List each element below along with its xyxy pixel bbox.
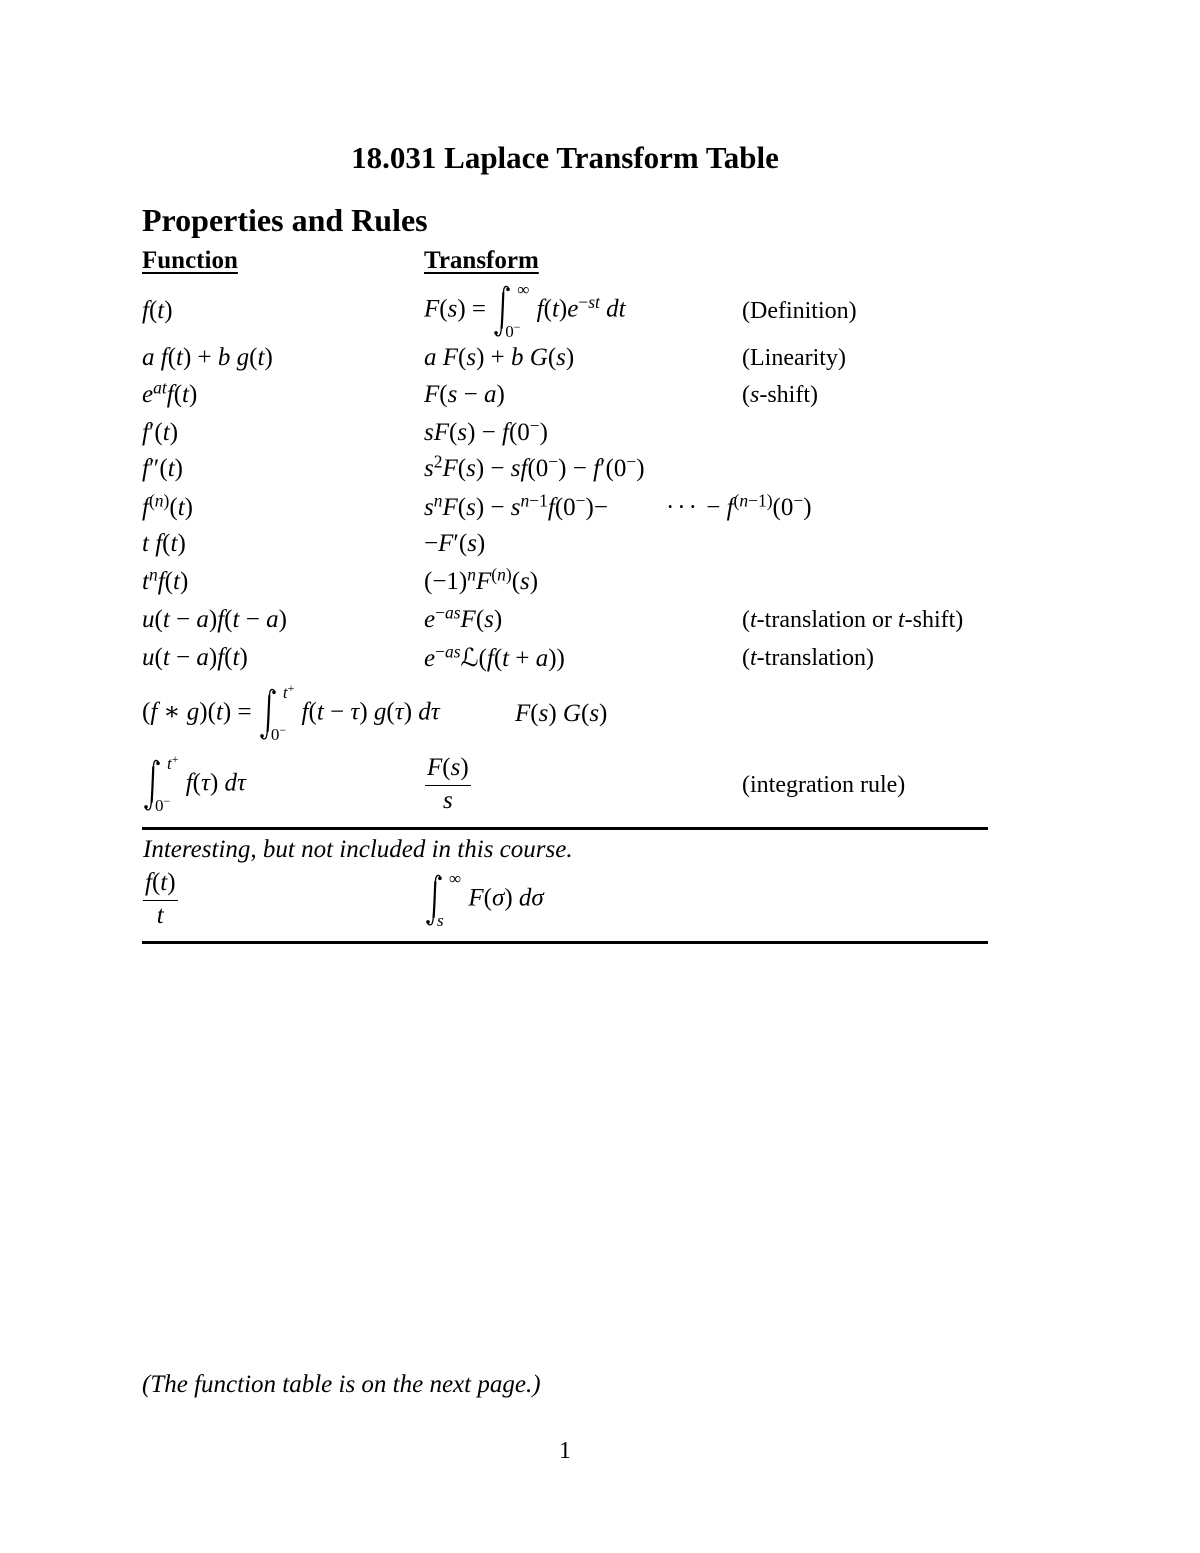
math-glyphs: ) bbox=[403, 698, 419, 726]
math-glyphs: as bbox=[444, 602, 461, 623]
math-glyphs: u bbox=[142, 644, 155, 671]
math-glyphs: F bbox=[468, 884, 484, 912]
math-glyphs: f bbox=[142, 455, 149, 482]
math-text bbox=[145, 869, 176, 896]
divider bbox=[142, 941, 988, 944]
math-glyphs: ( bbox=[386, 698, 395, 726]
math-glyphs: t bbox=[177, 494, 185, 521]
math-glyphs: ) bbox=[184, 494, 193, 521]
math-glyphs: −1 bbox=[529, 490, 548, 511]
math-glyphs: F bbox=[460, 606, 476, 633]
math-glyphs: ) bbox=[460, 754, 469, 782]
math-glyphs: F bbox=[438, 530, 454, 557]
math-glyphs: ( bbox=[154, 606, 163, 633]
math-glyphs: − bbox=[424, 530, 439, 557]
math-glyphs: G bbox=[529, 344, 548, 371]
math-glyphs: s bbox=[538, 700, 549, 727]
math-glyphs: ( bbox=[224, 644, 233, 671]
math-glyphs: ) bbox=[548, 700, 563, 727]
math-text bbox=[157, 902, 164, 929]
math-glyphs: ′( bbox=[148, 419, 163, 446]
math-glyphs: ) bbox=[476, 530, 486, 557]
math-glyphs: ( bbox=[457, 455, 467, 482]
math-text bbox=[437, 911, 444, 930]
math-glyphs: s bbox=[447, 381, 458, 408]
math-glyphs: f bbox=[547, 494, 555, 521]
math-glyphs: ) bbox=[505, 564, 512, 585]
math-glyphs: ) bbox=[803, 494, 812, 521]
math-glyphs: − bbox=[575, 490, 586, 511]
table-row bbox=[0, 870, 1200, 930]
math-glyphs: − bbox=[279, 723, 287, 738]
text-run: ( bbox=[742, 644, 750, 671]
math-glyphs: dτ bbox=[224, 769, 246, 797]
math-glyphs: f bbox=[166, 381, 174, 408]
page-title: 18.031 Laplace Transform Table bbox=[351, 140, 779, 175]
math-glyphs: ) bbox=[239, 644, 248, 671]
math-glyphs: st bbox=[588, 291, 600, 312]
integral-limits bbox=[437, 869, 462, 930]
math-glyphs: ) bbox=[167, 869, 176, 897]
math-glyphs: f bbox=[160, 344, 168, 371]
math-glyphs: dt bbox=[606, 295, 626, 323]
math-glyphs: f bbox=[150, 698, 158, 726]
math-glyphs: − bbox=[699, 494, 727, 521]
math-glyphs: − bbox=[435, 602, 445, 623]
math-glyphs: sf bbox=[510, 455, 528, 482]
math-glyphs: s bbox=[457, 419, 468, 446]
math-glyphs: ′( bbox=[453, 530, 468, 557]
formula bbox=[142, 869, 179, 931]
math-glyphs: F bbox=[424, 381, 440, 408]
math-glyphs: t bbox=[257, 344, 265, 371]
math-glyphs: f bbox=[217, 644, 225, 671]
math-glyphs: s bbox=[467, 530, 477, 557]
math-glyphs: ) + bbox=[182, 344, 218, 371]
math-glyphs: t bbox=[156, 902, 164, 929]
math-glyphs: − bbox=[435, 641, 445, 662]
math-glyphs: b bbox=[217, 344, 231, 371]
math-glyphs: ( bbox=[580, 700, 590, 727]
math-glyphs: n bbox=[497, 564, 506, 585]
text-run: (Linearity) bbox=[742, 344, 846, 371]
math-glyphs: ) bbox=[504, 884, 519, 912]
math-glyphs: − bbox=[513, 320, 521, 335]
numerator bbox=[143, 869, 178, 901]
fraction bbox=[143, 869, 178, 931]
math-glyphs: sF bbox=[424, 419, 449, 446]
math-glyphs: s bbox=[484, 606, 494, 633]
math-glyphs: ( bbox=[249, 344, 258, 371]
math-glyphs: ) bbox=[264, 344, 273, 371]
math-glyphs: t bbox=[897, 606, 905, 633]
math-glyphs: t bbox=[282, 683, 288, 702]
math-glyphs: t bbox=[172, 568, 180, 595]
math-glyphs: t bbox=[502, 645, 510, 672]
page-number: 1 bbox=[559, 1438, 571, 1464]
math-text bbox=[462, 885, 544, 912]
math-glyphs: t bbox=[551, 295, 559, 323]
math-glyphs: σ bbox=[491, 884, 505, 912]
extra-caption: Interesting, but not included in this course. bbox=[143, 836, 573, 863]
math-glyphs: 0 bbox=[155, 796, 164, 815]
upper-limit bbox=[449, 870, 461, 888]
math-glyphs: ( bbox=[530, 700, 539, 727]
math-glyphs: ) bbox=[359, 698, 374, 726]
math-glyphs: 0 bbox=[270, 725, 280, 744]
math-glyphs: t bbox=[160, 869, 168, 897]
text-run: (integration rule) bbox=[742, 771, 906, 798]
math-glyphs: s bbox=[447, 295, 458, 323]
math-glyphs: e bbox=[142, 381, 154, 408]
math-glyphs: s bbox=[437, 911, 444, 930]
math-glyphs: f bbox=[726, 494, 734, 521]
math-glyphs: ( bbox=[491, 564, 498, 585]
text-run: -shift) bbox=[904, 606, 964, 633]
math-glyphs: ( bbox=[224, 606, 233, 633]
math-glyphs: t bbox=[142, 568, 149, 595]
math-glyphs: t bbox=[750, 606, 757, 633]
math-glyphs: e bbox=[424, 606, 436, 633]
footer-note: (The function table is on the next page.) bbox=[142, 1371, 541, 1398]
text-run: -translation or bbox=[756, 606, 898, 633]
math-glyphs: t bbox=[167, 754, 172, 773]
math-glyphs: n bbox=[467, 564, 476, 585]
math-glyphs: ) bbox=[599, 700, 608, 727]
math-glyphs: s bbox=[424, 455, 434, 482]
math-glyphs: t bbox=[167, 455, 175, 482]
math-glyphs: ∞ bbox=[449, 869, 462, 888]
math-glyphs: ( bbox=[493, 645, 503, 672]
math-glyphs: − bbox=[163, 794, 171, 809]
math-glyphs: ) bbox=[208, 606, 218, 633]
math-glyphs: ( bbox=[442, 754, 451, 782]
math-glyphs: − bbox=[548, 451, 559, 472]
math-glyphs: ) bbox=[565, 344, 575, 371]
math-glyphs: ) bbox=[636, 455, 645, 482]
math-glyphs: b bbox=[511, 344, 524, 371]
math-glyphs: f bbox=[157, 568, 165, 595]
math-glyphs: ) − bbox=[475, 494, 511, 521]
math-glyphs: ( bbox=[439, 295, 448, 323]
math-glyphs: t bbox=[232, 606, 240, 633]
math-glyphs: f bbox=[502, 419, 509, 446]
math-glyphs: ) bbox=[278, 606, 287, 633]
math-glyphs: t bbox=[142, 530, 149, 557]
math-glyphs: ( bbox=[458, 344, 467, 371]
math-glyphs: τ bbox=[394, 698, 404, 726]
math-glyphs: F bbox=[442, 455, 458, 482]
math-glyphs: s bbox=[520, 568, 530, 595]
math-glyphs: F bbox=[515, 700, 531, 727]
math-glyphs: a bbox=[142, 344, 155, 371]
math-glyphs: (0 bbox=[772, 494, 794, 521]
math-glyphs: a bbox=[196, 644, 209, 671]
math-glyphs: ) bbox=[209, 769, 225, 797]
text-run: ( bbox=[742, 381, 750, 408]
math-glyphs: − bbox=[793, 490, 804, 511]
math-glyphs: ∗ bbox=[157, 698, 187, 726]
math-glyphs: dτ bbox=[418, 698, 440, 726]
math-glyphs: ) bbox=[177, 530, 186, 557]
math-glyphs: t bbox=[232, 644, 240, 671]
math-glyphs: e bbox=[567, 295, 579, 323]
math-glyphs: ′(0 bbox=[600, 455, 627, 482]
text-run: ( bbox=[742, 606, 750, 633]
text-run: (Definition) bbox=[742, 297, 857, 324]
math-glyphs: ) bbox=[169, 419, 179, 446]
math-glyphs: F bbox=[424, 295, 440, 323]
math-glyphs: (−1) bbox=[424, 568, 468, 595]
math-glyphs: t bbox=[182, 381, 189, 408]
math-glyphs: − bbox=[457, 381, 484, 408]
math-glyphs: t bbox=[162, 644, 170, 671]
math-glyphs: ) bbox=[163, 490, 170, 511]
math-glyphs: n bbox=[520, 490, 530, 511]
math-glyphs: ( bbox=[162, 530, 171, 557]
math-glyphs: dσ bbox=[518, 884, 544, 912]
math-glyphs: ∞ bbox=[517, 280, 530, 299]
math-glyphs: ( bbox=[151, 869, 161, 897]
math-glyphs: g bbox=[373, 698, 387, 726]
math-glyphs: t bbox=[162, 606, 170, 633]
math-glyphs: ( bbox=[457, 494, 467, 521]
math-glyphs: a bbox=[196, 606, 209, 633]
math-glyphs: ( bbox=[148, 297, 158, 324]
math-glyphs: ( bbox=[164, 568, 173, 595]
math-glyphs: ( bbox=[142, 698, 151, 726]
math-glyphs: f bbox=[142, 419, 149, 446]
math-glyphs: ) − bbox=[475, 455, 511, 482]
column-header-transform: Transform bbox=[424, 247, 539, 274]
math-glyphs: ( bbox=[169, 494, 178, 521]
math-glyphs: (0 bbox=[508, 419, 530, 446]
math-glyphs: u bbox=[142, 606, 155, 633]
math-glyphs: s bbox=[466, 344, 477, 371]
math-glyphs: s bbox=[424, 494, 434, 521]
denominator bbox=[157, 901, 164, 931]
math-glyphs: n bbox=[739, 490, 749, 511]
math-glyphs: ) − bbox=[467, 419, 502, 446]
math-glyphs: f bbox=[185, 769, 193, 797]
math-glyphs: − bbox=[239, 606, 267, 633]
math-glyphs: ( bbox=[449, 419, 458, 446]
transform-cell bbox=[424, 870, 544, 930]
math-glyphs: ℒ( bbox=[460, 645, 487, 672]
ellipsis: ··· bbox=[665, 494, 700, 521]
math-glyphs: f bbox=[536, 295, 544, 323]
math-glyphs: ) bbox=[493, 606, 503, 633]
math-glyphs: F bbox=[476, 568, 492, 595]
math-glyphs: f bbox=[142, 494, 149, 521]
math-glyphs: ( bbox=[154, 644, 163, 671]
math-glyphs: s bbox=[466, 494, 476, 521]
math-glyphs: a bbox=[266, 606, 279, 633]
math-glyphs: ) bbox=[496, 381, 505, 408]
math-glyphs: ) bbox=[539, 419, 548, 446]
function-cell bbox=[142, 870, 179, 930]
math-glyphs: a bbox=[535, 645, 549, 672]
math-glyphs: ) + bbox=[476, 344, 512, 371]
math-glyphs: f bbox=[593, 455, 601, 482]
math-glyphs: s bbox=[510, 494, 521, 521]
math-glyphs: F bbox=[427, 754, 443, 782]
math-glyphs: ) = bbox=[457, 295, 493, 323]
math-glyphs: −1) bbox=[748, 490, 773, 511]
math-glyphs: s bbox=[556, 344, 566, 371]
math-glyphs: + bbox=[509, 645, 536, 672]
math-glyphs: as bbox=[444, 641, 461, 662]
math-glyphs: ( bbox=[511, 568, 521, 595]
math-glyphs: f bbox=[217, 606, 225, 633]
math-glyphs: ) bbox=[164, 297, 173, 324]
math-glyphs: − bbox=[529, 415, 540, 436]
math-glyphs: at bbox=[153, 377, 167, 398]
math-glyphs: ″( bbox=[148, 455, 168, 482]
math-glyphs: f bbox=[486, 645, 494, 672]
math-glyphs: − bbox=[169, 606, 197, 633]
math-glyphs: ) bbox=[558, 295, 568, 323]
math-glyphs: ( bbox=[543, 295, 552, 323]
math-glyphs: f bbox=[142, 297, 149, 324]
math-text bbox=[449, 869, 461, 888]
math-glyphs: )( bbox=[199, 698, 216, 726]
math-glyphs: + bbox=[287, 681, 295, 696]
math-glyphs: t bbox=[157, 297, 165, 324]
math-glyphs: τ bbox=[200, 769, 210, 797]
integral bbox=[425, 869, 462, 930]
math-glyphs: n bbox=[148, 564, 158, 585]
math-glyphs: ) bbox=[208, 644, 218, 671]
lower-limit bbox=[437, 912, 461, 930]
math-glyphs: f bbox=[145, 869, 152, 897]
math-glyphs: 2 bbox=[433, 451, 443, 472]
math-glyphs: ( bbox=[483, 884, 492, 912]
math-glyphs: ( bbox=[192, 769, 201, 797]
math-glyphs: t bbox=[750, 644, 757, 671]
math-glyphs: s bbox=[750, 381, 760, 408]
math-glyphs: n bbox=[154, 490, 164, 511]
math-glyphs: t bbox=[162, 419, 170, 446]
math-glyphs: t bbox=[215, 698, 223, 726]
math-glyphs: − bbox=[578, 291, 589, 312]
math-glyphs: ) = bbox=[222, 698, 258, 726]
math-glyphs: − bbox=[626, 451, 637, 472]
math-glyphs: + bbox=[171, 752, 179, 767]
math-glyphs: g bbox=[186, 698, 200, 726]
math-glyphs: F bbox=[442, 494, 458, 521]
math-glyphs: ) bbox=[188, 381, 198, 408]
math-glyphs: τ bbox=[350, 698, 360, 726]
math-glyphs: f bbox=[301, 698, 309, 726]
math-glyphs: f bbox=[155, 530, 163, 557]
math-glyphs: (0 bbox=[554, 494, 576, 521]
math-glyphs: e bbox=[424, 645, 436, 672]
math-glyphs: s bbox=[466, 455, 476, 482]
math-glyphs: a bbox=[424, 344, 437, 371]
math-glyphs: n bbox=[433, 490, 443, 511]
math-glyphs: − bbox=[169, 644, 197, 671]
math-glyphs: s bbox=[442, 787, 453, 814]
math-glyphs: ( bbox=[148, 490, 155, 511]
math-glyphs: (0 bbox=[527, 455, 549, 482]
math-glyphs: g bbox=[236, 344, 250, 371]
math-glyphs: ( bbox=[439, 381, 448, 408]
math-glyphs: ) bbox=[174, 455, 183, 482]
math-glyphs: a bbox=[483, 381, 497, 408]
math-glyphs: G bbox=[562, 700, 581, 727]
math-glyphs: ( bbox=[733, 490, 740, 511]
math-glyphs: ( bbox=[547, 344, 557, 371]
section-title: Properties and Rules bbox=[142, 202, 428, 238]
text-run: -shift) bbox=[759, 381, 818, 408]
math-glyphs: ( bbox=[173, 381, 183, 408]
math-glyphs: ) bbox=[529, 568, 539, 595]
math-glyphs: ( bbox=[167, 344, 177, 371]
math-glyphs: ) − bbox=[558, 455, 594, 482]
math-glyphs: t bbox=[176, 344, 183, 371]
math-glyphs: F bbox=[442, 344, 459, 371]
math-glyphs: )− bbox=[585, 494, 608, 521]
math-glyphs: ( bbox=[308, 698, 317, 726]
math-glyphs: 0 bbox=[505, 322, 514, 341]
text-run: -translation) bbox=[756, 644, 874, 671]
math-glyphs: s bbox=[589, 700, 600, 727]
math-glyphs: s bbox=[450, 754, 461, 782]
column-header-function: Function bbox=[142, 247, 238, 274]
math-glyphs: t bbox=[170, 530, 178, 557]
math-glyphs: ) bbox=[179, 568, 189, 595]
math-glyphs: t bbox=[316, 698, 324, 726]
formula bbox=[424, 869, 544, 930]
math-glyphs: )) bbox=[548, 645, 565, 672]
math-glyphs: ( bbox=[475, 606, 485, 633]
math-glyphs: − bbox=[323, 698, 351, 726]
